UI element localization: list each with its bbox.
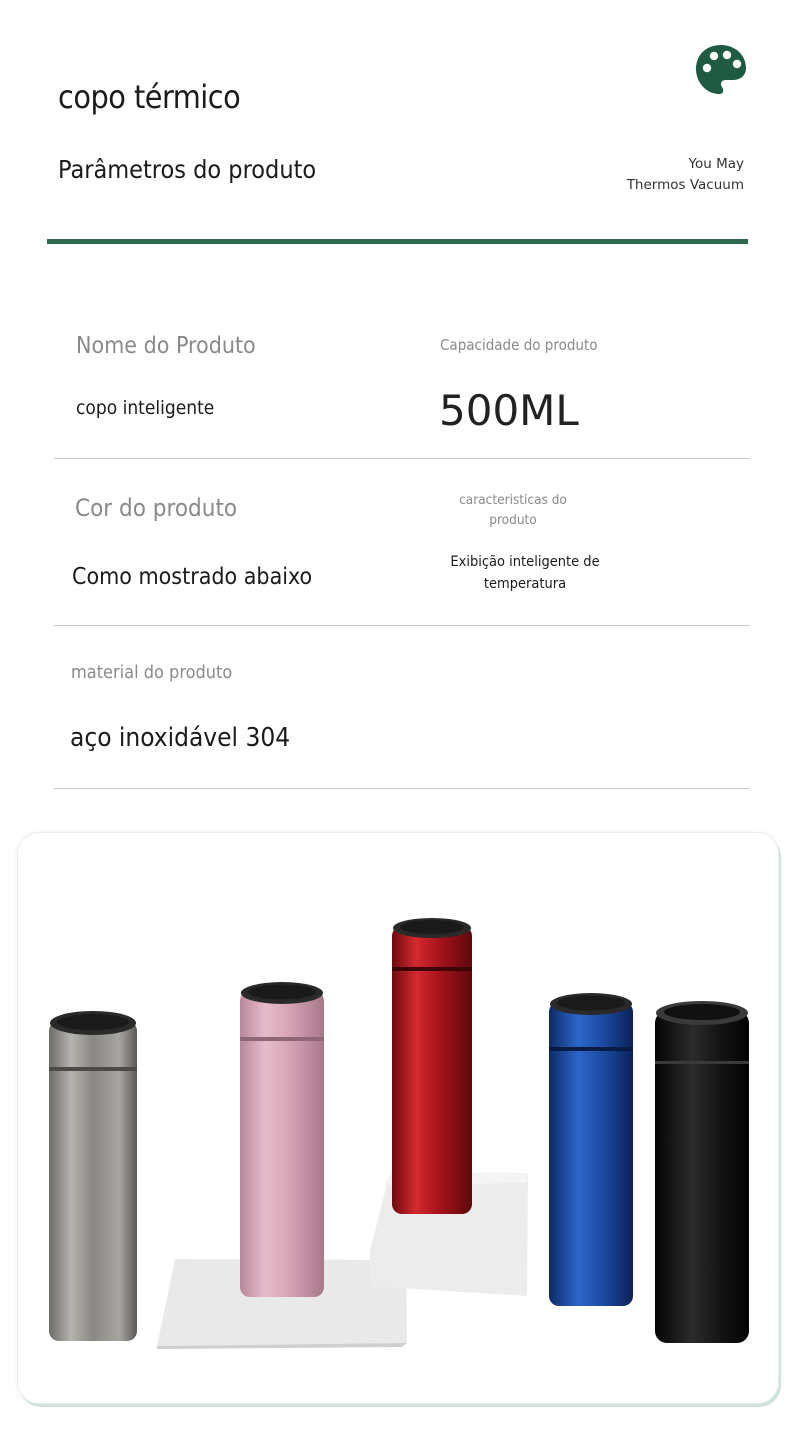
bottle-black	[655, 1001, 749, 1343]
row-divider-1	[54, 458, 750, 459]
material-label: material do produto	[71, 662, 233, 683]
row-divider-2	[54, 625, 750, 626]
features-value	[435, 551, 615, 595]
note-line-2: Thermos Vacuum	[626, 177, 744, 193]
features-value-line-1: Exibição inteligente de	[450, 554, 600, 570]
header-divider	[47, 239, 748, 244]
brand-note	[627, 154, 744, 196]
capacity-label: Capacidade do produto	[440, 336, 598, 354]
page-title: copo térmico	[58, 78, 241, 116]
features-label	[423, 490, 603, 530]
features-label-line-2: produto	[489, 512, 537, 528]
product-photo	[18, 833, 778, 1403]
product-name-value: copo inteligente	[76, 397, 215, 419]
section-subtitle: Parâmetros do produto	[58, 155, 317, 184]
note-line-1: You May	[688, 156, 744, 172]
bottle-silver	[49, 1011, 137, 1341]
features-label-line-1: caracteristicas do	[459, 492, 567, 508]
features-value-line-2: temperatura	[483, 576, 567, 592]
color-value: Como mostrado abaixo	[72, 564, 313, 590]
bottle-pink	[240, 982, 324, 1297]
color-label: Cor do produto	[75, 494, 238, 522]
palette-icon	[693, 42, 749, 98]
bottle-blue	[549, 993, 633, 1306]
product-photo-card	[17, 832, 779, 1404]
capacity-value: 500ML	[439, 386, 579, 435]
material-value: aço inoxidável 304	[70, 723, 291, 753]
bottle-red	[392, 918, 472, 1214]
product-name-label: Nome do Produto	[76, 333, 256, 359]
row-divider-3	[54, 788, 750, 789]
